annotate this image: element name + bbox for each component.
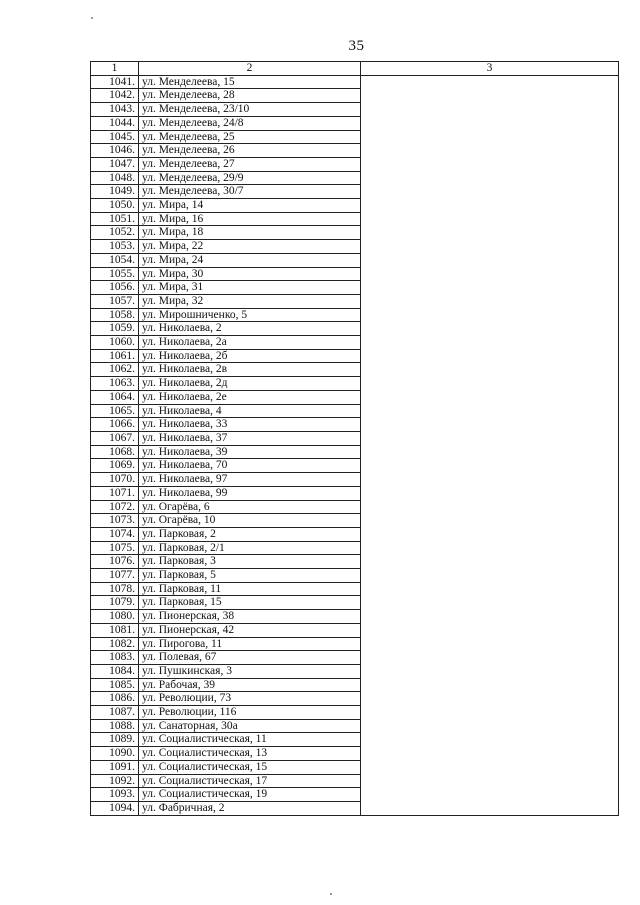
- row-number: 1079.: [91, 596, 139, 610]
- table-row: [91, 75, 619, 89]
- row-address: ул. Николаева, 2а: [139, 336, 361, 350]
- column-header-3: 3: [361, 62, 619, 76]
- row-address: ул. Мира, 30: [139, 267, 361, 281]
- row-address: ул. Фабричная, 2: [139, 801, 361, 815]
- row-address: ул. Мира, 31: [139, 281, 361, 295]
- row-number: 1072.: [91, 500, 139, 514]
- row-number: 1064.: [91, 390, 139, 404]
- row-number: 1084.: [91, 664, 139, 678]
- row-number: 1093.: [91, 788, 139, 802]
- table-body: [91, 75, 619, 815]
- row-number: 1058.: [91, 308, 139, 322]
- row-address: ул. Рабочая, 39: [139, 678, 361, 692]
- row-address: ул. Пушкинская, 3: [139, 664, 361, 678]
- row-number: 1060.: [91, 336, 139, 350]
- row-number: 1046.: [91, 144, 139, 158]
- row-number: 1061.: [91, 349, 139, 363]
- row-number: 1057.: [91, 294, 139, 308]
- row-number: 1067.: [91, 431, 139, 445]
- row-number: 1045.: [91, 130, 139, 144]
- row-address: ул. Полевая, 67: [139, 651, 361, 665]
- header-row: [91, 62, 619, 76]
- row-address: ул. Николаева, 2б: [139, 349, 361, 363]
- row-address: ул. Социалистическая, 19: [139, 788, 361, 802]
- row-address: ул. Социалистическая, 13: [139, 747, 361, 761]
- row-address: ул. Пионерская, 42: [139, 623, 361, 637]
- scan-speck: [91, 17, 93, 19]
- row-address: ул. Пионерская, 38: [139, 610, 361, 624]
- row-address: ул. Менделеева, 15: [139, 75, 361, 89]
- row-address: ул. Революции, 73: [139, 692, 361, 706]
- row-address: ул. Социалистическая, 11: [139, 733, 361, 747]
- row-address: ул. Парковая, 5: [139, 569, 361, 583]
- row-address: ул. Менделеева, 24/8: [139, 116, 361, 130]
- row-number: 1059.: [91, 322, 139, 336]
- row-address: ул. Мира, 16: [139, 212, 361, 226]
- row-address: ул. Санаторная, 30а: [139, 719, 361, 733]
- row-number: 1048.: [91, 171, 139, 185]
- row-number: 1047.: [91, 157, 139, 171]
- row-number: 1049.: [91, 185, 139, 199]
- row-number: 1068.: [91, 445, 139, 459]
- column-header-2: 2: [139, 62, 361, 76]
- row-address: ул. Николаева, 99: [139, 486, 361, 500]
- row-number: 1065.: [91, 404, 139, 418]
- row-number: 1092.: [91, 774, 139, 788]
- row-address: ул. Николаева, 70: [139, 459, 361, 473]
- row-number: 1071.: [91, 486, 139, 500]
- row-number: 1094.: [91, 801, 139, 815]
- row-address: ул. Мира, 14: [139, 199, 361, 213]
- row-number: 1044.: [91, 116, 139, 130]
- row-address: ул. Революции, 116: [139, 706, 361, 720]
- row-number: 1083.: [91, 651, 139, 665]
- row-number: 1087.: [91, 706, 139, 720]
- row-address: ул. Мира, 22: [139, 240, 361, 254]
- row-number: 1042.: [91, 89, 139, 103]
- row-number: 1085.: [91, 678, 139, 692]
- row-address: ул. Парковая, 2/1: [139, 541, 361, 555]
- row-number: 1053.: [91, 240, 139, 254]
- row-address: ул. Парковая, 15: [139, 596, 361, 610]
- row-number: 1050.: [91, 199, 139, 213]
- row-number: 1055.: [91, 267, 139, 281]
- row-address: ул. Николаева, 2е: [139, 390, 361, 404]
- row-address: ул. Николаева, 4: [139, 404, 361, 418]
- column-header-1: 1: [91, 62, 139, 76]
- row-number: 1056.: [91, 281, 139, 295]
- row-address: ул. Мира, 18: [139, 226, 361, 240]
- row-address: ул. Николаева, 97: [139, 473, 361, 487]
- row-number: 1077.: [91, 569, 139, 583]
- row-address: ул. Парковая, 3: [139, 555, 361, 569]
- row-address: ул. Социалистическая, 17: [139, 774, 361, 788]
- row-number: 1075.: [91, 541, 139, 555]
- row-number: 1052.: [91, 226, 139, 240]
- row-address: ул. Менделеева, 26: [139, 144, 361, 158]
- row-address: ул. Социалистическая, 15: [139, 760, 361, 774]
- row-number: 1054.: [91, 253, 139, 267]
- row-address: ул. Николаева, 37: [139, 431, 361, 445]
- row-address: ул. Менделеева, 28: [139, 89, 361, 103]
- row-number: 1078.: [91, 582, 139, 596]
- row-address: ул. Николаева, 39: [139, 445, 361, 459]
- row-address: ул. Пирогова, 11: [139, 637, 361, 651]
- row-address: ул. Менделеева, 27: [139, 157, 361, 171]
- row-address: ул. Менделеева, 29/9: [139, 171, 361, 185]
- column-3-empty-cell: [361, 75, 619, 815]
- row-number: 1069.: [91, 459, 139, 473]
- address-table: [90, 61, 619, 816]
- row-number: 1089.: [91, 733, 139, 747]
- row-number: 1062.: [91, 363, 139, 377]
- row-number: 1070.: [91, 473, 139, 487]
- row-number: 1066.: [91, 418, 139, 432]
- row-number: 1043.: [91, 103, 139, 117]
- row-number: 1080.: [91, 610, 139, 624]
- row-address: ул. Менделеева, 25: [139, 130, 361, 144]
- row-address: ул. Мира, 32: [139, 294, 361, 308]
- row-address: ул. Парковая, 2: [139, 527, 361, 541]
- scan-speck: [330, 893, 332, 895]
- row-number: 1076.: [91, 555, 139, 569]
- row-number: 1041.: [91, 75, 139, 89]
- row-number: 1086.: [91, 692, 139, 706]
- row-address: ул. Менделеева, 30/7: [139, 185, 361, 199]
- row-number: 1051.: [91, 212, 139, 226]
- row-number: 1063.: [91, 377, 139, 391]
- row-number: 1082.: [91, 637, 139, 651]
- row-address: ул. Огарёва, 10: [139, 514, 361, 528]
- row-number: 1090.: [91, 747, 139, 761]
- row-address: ул. Николаева, 2д: [139, 377, 361, 391]
- row-address: ул. Мира, 24: [139, 253, 361, 267]
- row-address: ул. Парковая, 11: [139, 582, 361, 596]
- row-number: 1091.: [91, 760, 139, 774]
- page-number: 35: [348, 38, 365, 54]
- row-address: ул. Мирошниченко, 5: [139, 308, 361, 322]
- row-address: ул. Николаева, 2: [139, 322, 361, 336]
- row-number: 1088.: [91, 719, 139, 733]
- row-address: ул. Огарёва, 6: [139, 500, 361, 514]
- row-address: ул. Николаева, 33: [139, 418, 361, 432]
- row-number: 1081.: [91, 623, 139, 637]
- row-number: 1074.: [91, 527, 139, 541]
- row-number: 1073.: [91, 514, 139, 528]
- row-address: ул. Менделеева, 23/10: [139, 103, 361, 117]
- row-address: ул. Николаева, 2в: [139, 363, 361, 377]
